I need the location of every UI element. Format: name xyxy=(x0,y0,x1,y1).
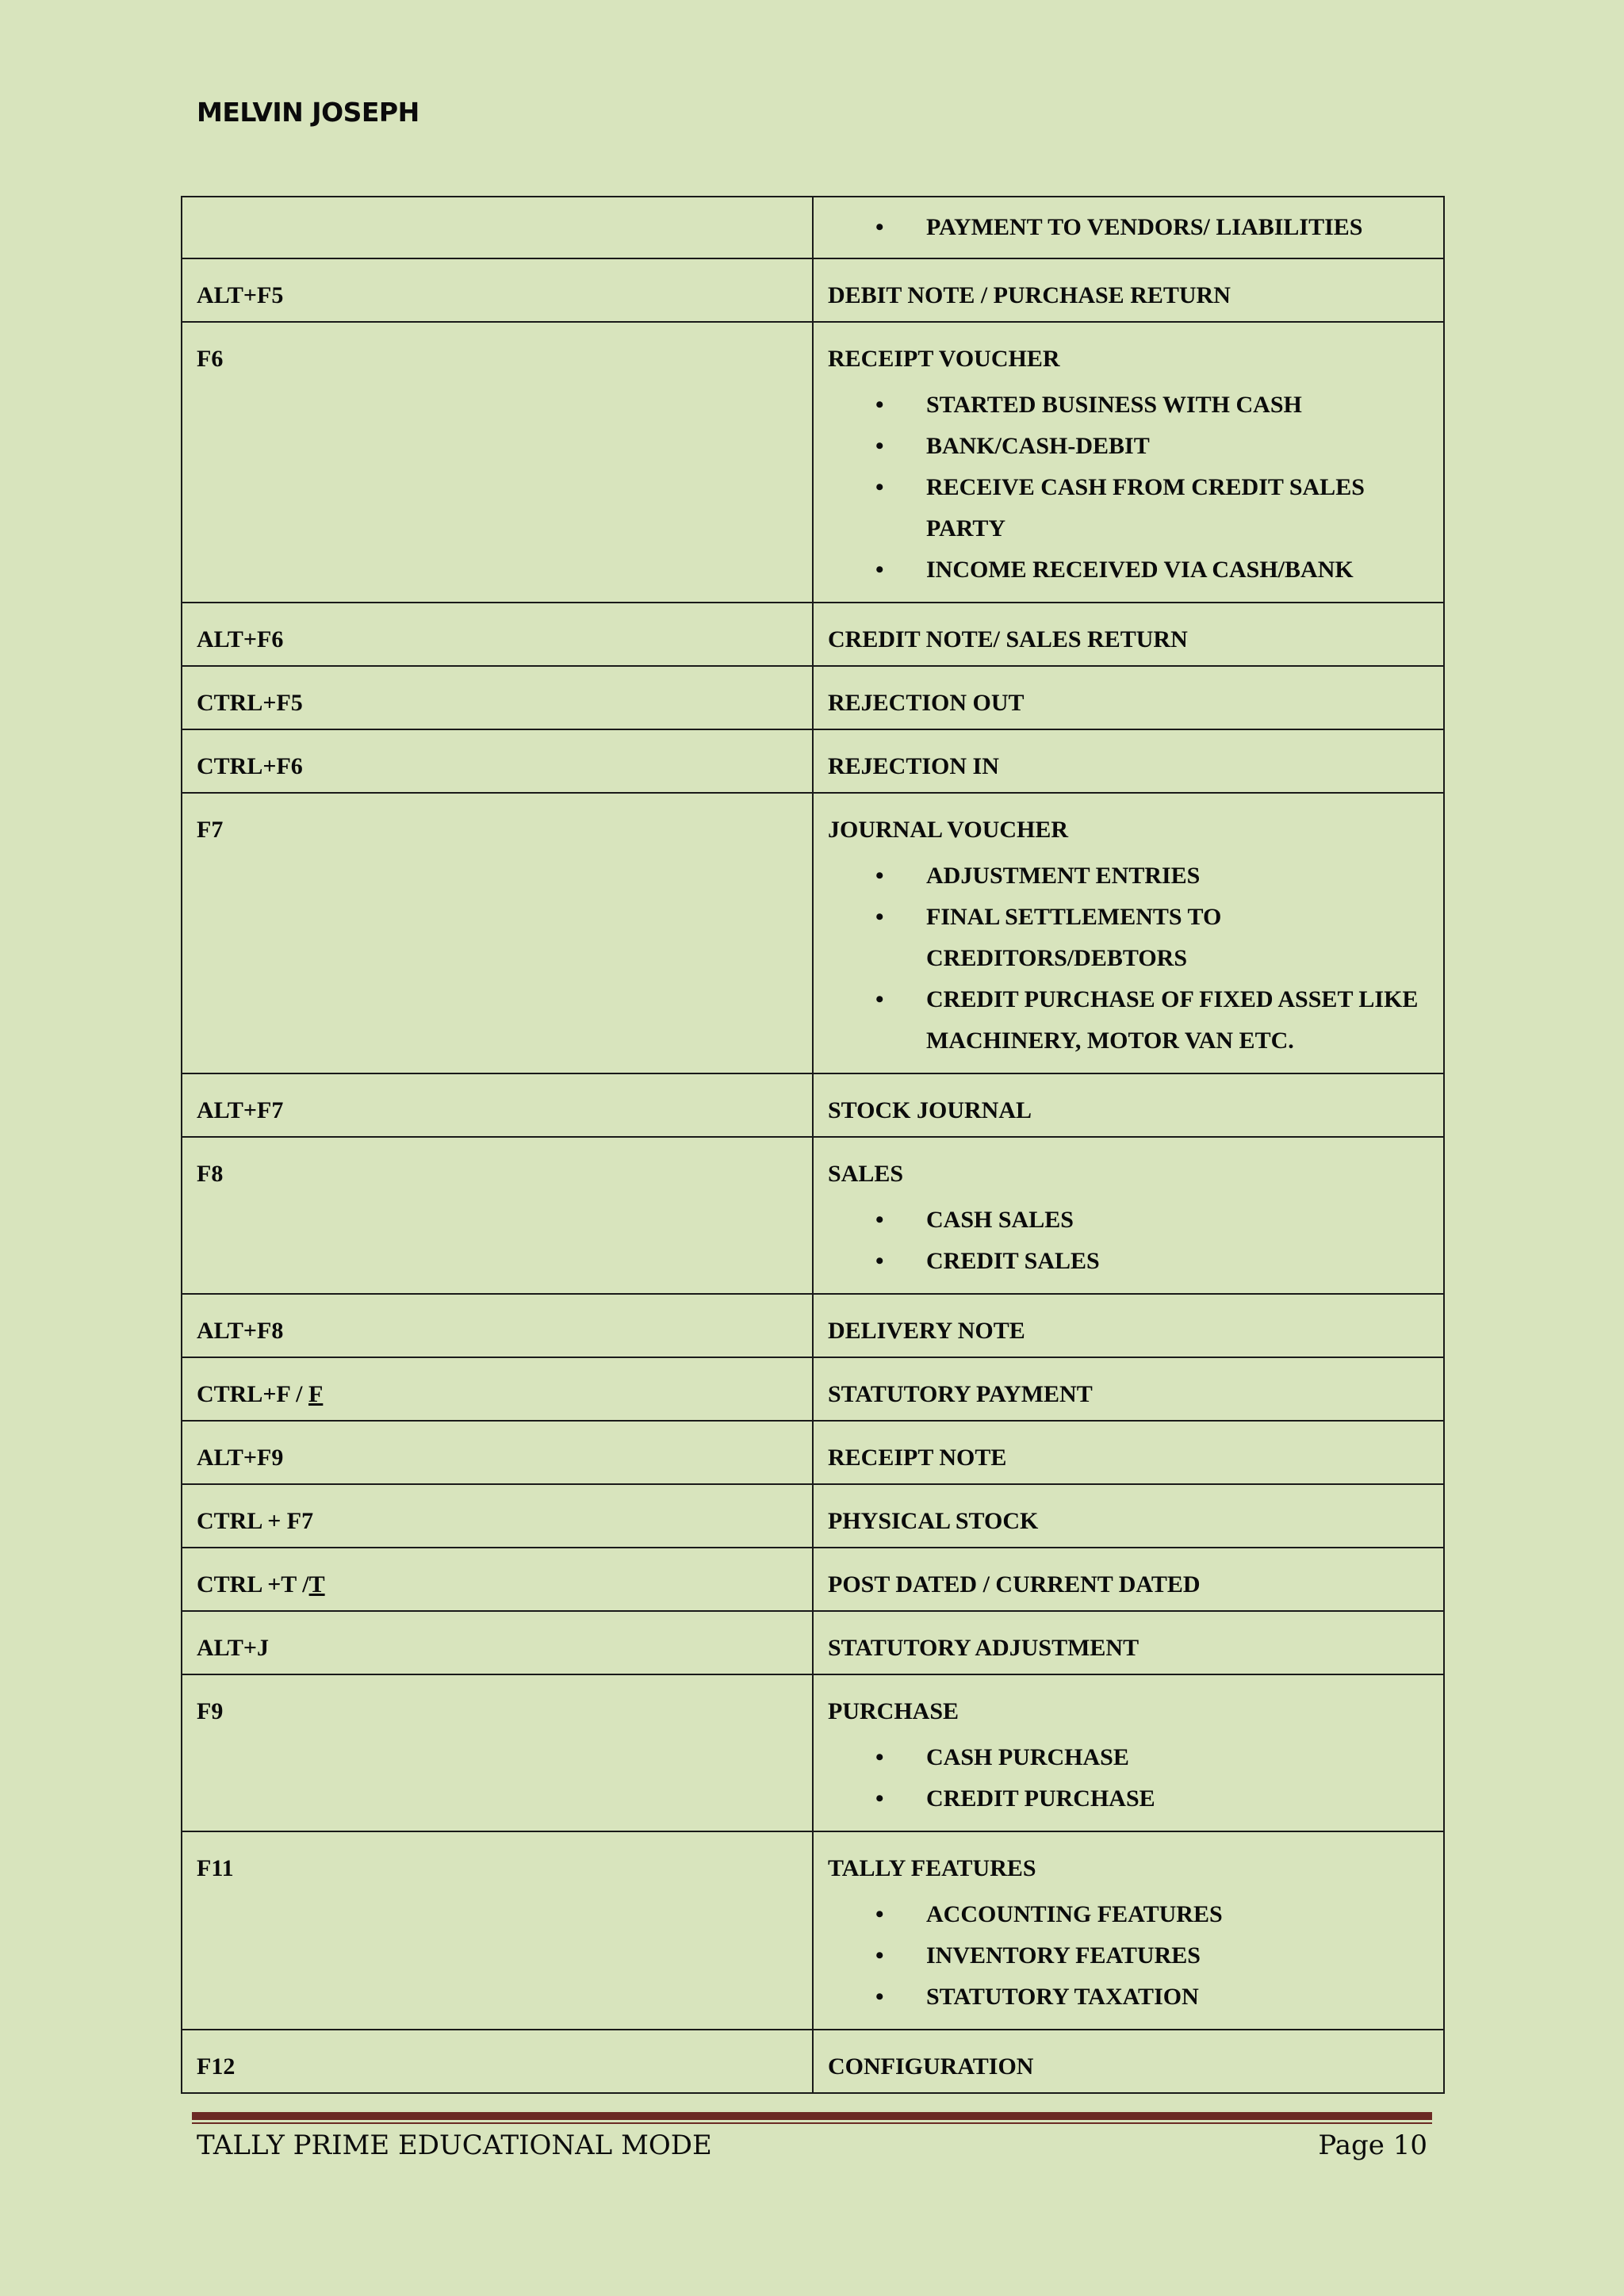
table-row xyxy=(182,197,1444,258)
table-row xyxy=(182,1357,1444,1421)
shortcut-table xyxy=(181,196,1445,2094)
table-row xyxy=(182,1421,1444,1484)
shortcut-key-cell xyxy=(182,1548,813,1611)
shortcut-key-cell: F7 xyxy=(182,793,813,1073)
shortcut-desc-cell xyxy=(813,2030,1444,2093)
shortcut-key-cell: ALT+F7 xyxy=(182,1073,813,1137)
list-item: • STARTED BUSINESS WITH CASH xyxy=(828,385,1429,426)
table-row xyxy=(182,1137,1444,1294)
shortcut-desc-title: TALLY FEATURES xyxy=(828,1855,1036,1881)
shortcut-key-cell: F6 xyxy=(182,322,813,603)
shortcut-desc-cell xyxy=(813,603,1444,666)
shortcut-desc-title: PURCHASE xyxy=(828,1698,959,1724)
bullet-list xyxy=(828,855,1429,1062)
list-item: • ADJUSTMENT ENTRIES xyxy=(828,855,1429,897)
list-item: • CASH PURCHASE xyxy=(828,1737,1429,1778)
shortcut-desc-title: DELIVERY NOTE xyxy=(828,1318,1025,1344)
shortcut-key-cell: F11 xyxy=(182,1831,813,2030)
shortcut-desc-cell xyxy=(813,1484,1444,1548)
shortcut-desc-cell xyxy=(813,1611,1444,1674)
shortcut-desc-title: RECEIPT VOUCHER xyxy=(828,346,1060,372)
shortcut-desc-title: REJECTION OUT xyxy=(828,690,1025,716)
shortcut-desc-title: DEBIT NOTE / PURCHASE RETURN xyxy=(828,282,1231,308)
shortcut-key-cell: ALT+F8 xyxy=(182,1294,813,1357)
shortcut-desc-title: PHYSICAL STOCK xyxy=(828,1508,1039,1534)
table-row xyxy=(182,1674,1444,1831)
shortcut-key-cell: F12 xyxy=(182,2030,813,2093)
shortcut-desc-cell xyxy=(813,666,1444,729)
table-row xyxy=(182,1611,1444,1674)
bullet-list xyxy=(828,207,1429,248)
shortcut-key-cell xyxy=(182,1357,813,1421)
table-row xyxy=(182,322,1444,603)
list-item: • PAYMENT TO VENDORS/ LIABILITIES xyxy=(828,207,1429,248)
shortcut-desc-title: STATUTORY ADJUSTMENT xyxy=(828,1635,1139,1661)
shortcut-desc-title: STOCK JOURNAL xyxy=(828,1097,1032,1123)
shortcut-desc-title: STATUTORY PAYMENT xyxy=(828,1381,1093,1407)
shortcut-key-cell: F8 xyxy=(182,1137,813,1294)
list-item: • INCOME RECEIVED VIA CASH/BANK xyxy=(828,549,1429,591)
shortcut-key-underlined: T xyxy=(308,1571,325,1598)
shortcut-desc-title: REJECTION IN xyxy=(828,753,999,779)
table-row xyxy=(182,1484,1444,1548)
shortcut-desc-cell xyxy=(813,258,1444,322)
list-item: • FINAL SETTLEMENTS TO CREDITORS/DEBTORS xyxy=(828,897,1429,979)
footer-title: TALLY PRIME EDUCATIONAL MODE xyxy=(197,2130,712,2161)
shortcut-desc-title: CONFIGURATION xyxy=(828,2053,1034,2080)
table-row xyxy=(182,1073,1444,1137)
shortcut-desc-title: CREDIT NOTE/ SALES RETURN xyxy=(828,626,1188,652)
shortcut-key-cell: CTRL + F7 xyxy=(182,1484,813,1548)
list-item: • CREDIT PURCHASE OF FIXED ASSET LIKE MACHINERY, MOTOR VAN ETC. xyxy=(828,979,1429,1062)
shortcut-desc-title: POST DATED / CURRENT DATED xyxy=(828,1571,1201,1598)
table-row xyxy=(182,603,1444,666)
shortcut-key-cell: CTRL+F6 xyxy=(182,729,813,793)
shortcut-desc-cell xyxy=(813,1548,1444,1611)
bullet-list xyxy=(828,385,1429,591)
shortcut-desc-title: JOURNAL VOUCHER xyxy=(828,817,1069,843)
page-number: Page 10 xyxy=(1318,2130,1427,2161)
shortcut-desc-cell xyxy=(813,1357,1444,1421)
shortcut-key-cell: ALT+F5 xyxy=(182,258,813,322)
list-item: • STATUTORY TAXATION xyxy=(828,1976,1429,2018)
shortcut-desc-cell xyxy=(813,1421,1444,1484)
table-row xyxy=(182,1548,1444,1611)
table-row xyxy=(182,793,1444,1073)
list-item: • RECEIVE CASH FROM CREDIT SALES PARTY xyxy=(828,467,1429,549)
bullet-list xyxy=(828,1737,1429,1820)
shortcut-key-text: CTRL +T / xyxy=(197,1571,309,1598)
footer-rule xyxy=(192,2112,1432,2120)
list-item: • BANK/CASH-DEBIT xyxy=(828,426,1429,467)
shortcut-desc-cell xyxy=(813,322,1444,603)
shortcut-key-cell xyxy=(182,197,813,258)
list-item: • ACCOUNTING FEATURES xyxy=(828,1894,1429,1935)
table-row xyxy=(182,1294,1444,1357)
shortcut-key-cell: CTRL+F5 xyxy=(182,666,813,729)
shortcut-desc-cell xyxy=(813,1294,1444,1357)
table-row xyxy=(182,258,1444,322)
shortcut-key-underlined: F xyxy=(308,1381,324,1407)
bullet-list xyxy=(828,1200,1429,1282)
shortcut-key-text: CTRL+F / xyxy=(197,1381,308,1407)
table-row xyxy=(182,729,1444,793)
shortcut-key-cell: ALT+J xyxy=(182,1611,813,1674)
list-item: • CREDIT PURCHASE xyxy=(828,1778,1429,1820)
shortcut-desc-cell xyxy=(813,1073,1444,1137)
footer-rule-thin xyxy=(192,2122,1432,2124)
shortcut-desc-cell xyxy=(813,1137,1444,1294)
shortcut-key-cell: ALT+F9 xyxy=(182,1421,813,1484)
table-row xyxy=(182,2030,1444,2093)
shortcut-desc-title: SALES xyxy=(828,1161,904,1187)
table-row xyxy=(182,1831,1444,2030)
shortcut-desc-cell xyxy=(813,197,1444,258)
shortcut-desc-title: RECEIPT NOTE xyxy=(828,1445,1007,1471)
bullet-list xyxy=(828,1894,1429,2018)
shortcut-key-cell: F9 xyxy=(182,1674,813,1831)
shortcut-desc-cell xyxy=(813,1674,1444,1831)
shortcut-desc-cell xyxy=(813,729,1444,793)
list-item: • CREDIT SALES xyxy=(828,1241,1429,1282)
page-header-author: MELVIN JOSEPH xyxy=(197,97,419,128)
shortcut-desc-cell xyxy=(813,793,1444,1073)
table-row xyxy=(182,666,1444,729)
list-item: • INVENTORY FEATURES xyxy=(828,1935,1429,1976)
shortcut-desc-cell xyxy=(813,1831,1444,2030)
list-item: • CASH SALES xyxy=(828,1200,1429,1241)
shortcut-key-cell: ALT+F6 xyxy=(182,603,813,666)
